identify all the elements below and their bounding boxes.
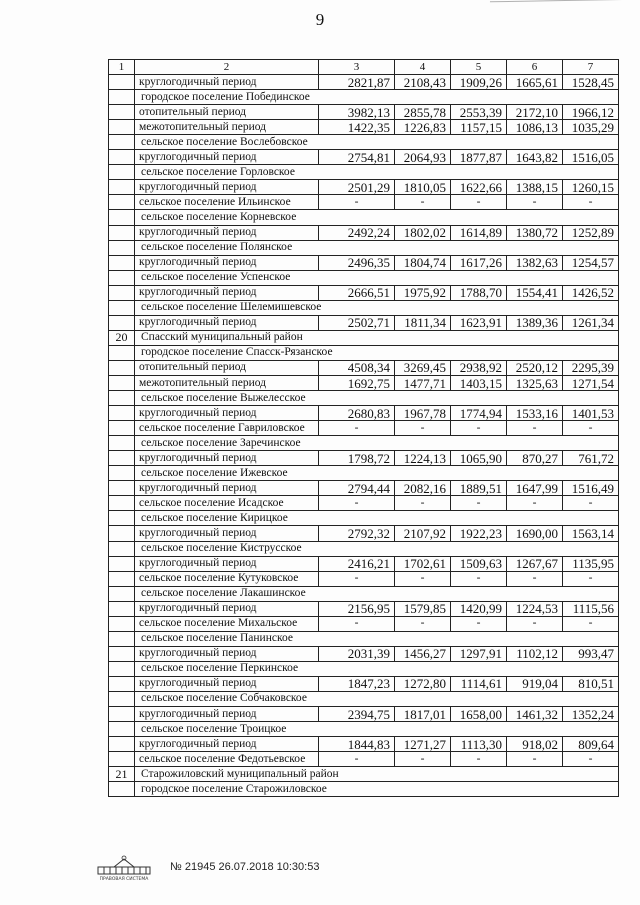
- section-row: [109, 90, 619, 105]
- row-number-cell: [109, 150, 135, 165]
- row-number-cell: [109, 481, 135, 496]
- value-cell: -: [507, 571, 563, 586]
- row-number-cell: [109, 90, 135, 105]
- value-cell: -: [395, 752, 451, 767]
- value-cell: 3982,13: [319, 105, 395, 120]
- value-cell: 1967,78: [395, 406, 451, 421]
- value-cell: 2501,29: [319, 180, 395, 195]
- value-cell: 1401,53: [563, 406, 619, 421]
- section-row: [109, 586, 619, 601]
- value-cell: 1528,45: [563, 75, 619, 90]
- table-row: [109, 676, 619, 691]
- value-cell: 1325,63: [507, 375, 563, 390]
- value-cell: 1690,00: [507, 526, 563, 541]
- value-cell: -: [451, 195, 507, 210]
- value-cell: -: [507, 421, 563, 436]
- row-label: круглогодичный период: [135, 707, 319, 722]
- table-row: [109, 75, 619, 90]
- row-number-cell: 20: [109, 330, 135, 345]
- section-row: [109, 661, 619, 676]
- scan-edge-artifact: [490, 0, 640, 8]
- row-number-cell: [109, 586, 135, 601]
- value-cell: 1847,23: [319, 676, 395, 691]
- page-number: 9: [315, 10, 325, 29]
- value-cell: -: [395, 421, 451, 436]
- section-label: сельское поселение Горловское: [135, 165, 619, 180]
- value-cell: 1461,32: [507, 707, 563, 722]
- table-row: [109, 120, 619, 135]
- row-label: сельское поселение Гавриловское: [135, 421, 319, 436]
- column-header: 2: [135, 60, 319, 75]
- value-cell: 1643,82: [507, 150, 563, 165]
- value-cell: 2064,93: [395, 150, 451, 165]
- table-row: [109, 195, 619, 210]
- value-cell: 1113,30: [451, 737, 507, 752]
- section-row: [109, 300, 619, 315]
- value-cell: -: [507, 616, 563, 631]
- document-footer: [92, 852, 319, 882]
- value-cell: 1966,12: [563, 105, 619, 120]
- value-cell: 1157,15: [451, 120, 507, 135]
- row-number-cell: [109, 360, 135, 375]
- value-cell: 2492,24: [319, 225, 395, 240]
- value-cell: 2666,51: [319, 285, 395, 300]
- government-building-logo-icon: [92, 853, 156, 881]
- row-number-cell: [109, 270, 135, 285]
- row-number-cell: [109, 105, 135, 120]
- value-cell: 919,04: [507, 676, 563, 691]
- table-row: [109, 571, 619, 586]
- value-cell: 1420,99: [451, 601, 507, 616]
- value-cell: 1260,15: [563, 180, 619, 195]
- row-number-cell: [109, 436, 135, 451]
- value-cell: 2082,16: [395, 481, 451, 496]
- value-cell: 1889,51: [451, 481, 507, 496]
- section-label: сельское поселение Собчаковское: [135, 691, 619, 706]
- value-cell: -: [563, 421, 619, 436]
- value-cell: 2794,44: [319, 481, 395, 496]
- value-cell: -: [451, 752, 507, 767]
- value-cell: -: [451, 421, 507, 436]
- value-cell: -: [451, 571, 507, 586]
- value-cell: 1810,05: [395, 180, 451, 195]
- section-row: [109, 330, 619, 345]
- table-row: [109, 255, 619, 270]
- value-cell: 1065,90: [451, 451, 507, 466]
- value-cell: -: [507, 195, 563, 210]
- value-cell: 1226,83: [395, 120, 451, 135]
- row-number-cell: [109, 631, 135, 646]
- section-row: [109, 436, 619, 451]
- row-label: круглогодичный период: [135, 285, 319, 300]
- value-cell: 2553,39: [451, 105, 507, 120]
- section-row: [109, 240, 619, 255]
- row-label: круглогодичный период: [135, 601, 319, 616]
- tariff-table: [108, 59, 619, 797]
- table-row: [109, 526, 619, 541]
- value-cell: 1909,26: [451, 75, 507, 90]
- value-cell: 3269,45: [395, 360, 451, 375]
- value-cell: 1261,34: [563, 315, 619, 330]
- section-label: сельское поселение Вослебовское: [135, 135, 619, 150]
- value-cell: 761,72: [563, 451, 619, 466]
- value-cell: 2792,32: [319, 526, 395, 541]
- row-number-cell: [109, 406, 135, 421]
- value-cell: 4508,34: [319, 360, 395, 375]
- row-number-cell: [109, 541, 135, 556]
- row-number-cell: [109, 300, 135, 315]
- row-label: круглогодичный период: [135, 646, 319, 661]
- table-row: [109, 225, 619, 240]
- value-cell: 1267,67: [507, 556, 563, 571]
- value-cell: 918,02: [507, 737, 563, 752]
- value-cell: -: [395, 496, 451, 511]
- value-cell: 1665,61: [507, 75, 563, 90]
- table-row: [109, 105, 619, 120]
- value-cell: 2295,39: [563, 360, 619, 375]
- value-cell: 1922,23: [451, 526, 507, 541]
- row-number-cell: 21: [109, 767, 135, 782]
- row-label: сельское поселение Михальское: [135, 616, 319, 631]
- value-cell: -: [507, 752, 563, 767]
- row-number-cell: [109, 616, 135, 631]
- table-row: [109, 375, 619, 390]
- row-label: межотопительный период: [135, 375, 319, 390]
- value-cell: 993,47: [563, 646, 619, 661]
- value-cell: -: [395, 195, 451, 210]
- row-number-cell: [109, 210, 135, 225]
- value-cell: 2107,92: [395, 526, 451, 541]
- value-cell: 1380,72: [507, 225, 563, 240]
- column-header: 7: [563, 60, 619, 75]
- table-row: [109, 315, 619, 330]
- row-number-cell: [109, 676, 135, 691]
- section-label: сельское поселение Троицкое: [135, 722, 619, 737]
- value-cell: 2680,83: [319, 406, 395, 421]
- value-cell: 2520,12: [507, 360, 563, 375]
- table-row: [109, 707, 619, 722]
- value-cell: -: [319, 752, 395, 767]
- row-number-cell: [109, 737, 135, 752]
- value-cell: -: [563, 616, 619, 631]
- table-row: [109, 421, 619, 436]
- value-cell: 1102,12: [507, 646, 563, 661]
- value-cell: 1622,66: [451, 180, 507, 195]
- row-label: отопительный период: [135, 105, 319, 120]
- value-cell: -: [319, 195, 395, 210]
- value-cell: 1035,29: [563, 120, 619, 135]
- value-cell: 1135,95: [563, 556, 619, 571]
- value-cell: 1774,94: [451, 406, 507, 421]
- row-label: отопительный период: [135, 360, 319, 375]
- section-label: сельское поселение Заречинское: [135, 436, 619, 451]
- section-label: Спасский муниципальный район: [135, 330, 619, 345]
- row-label: круглогодичный период: [135, 526, 319, 541]
- section-row: [109, 631, 619, 646]
- section-row: [109, 165, 619, 180]
- row-number-cell: [109, 466, 135, 481]
- value-cell: 870,27: [507, 451, 563, 466]
- row-label: круглогодичный период: [135, 150, 319, 165]
- value-cell: -: [507, 496, 563, 511]
- row-label: сельское поселение Федотьевское: [135, 752, 319, 767]
- value-cell: 1788,70: [451, 285, 507, 300]
- row-label: межотопительный период: [135, 120, 319, 135]
- value-cell: 1563,14: [563, 526, 619, 541]
- row-label: круглогодичный период: [135, 481, 319, 496]
- value-cell: 2416,21: [319, 556, 395, 571]
- value-cell: 2108,43: [395, 75, 451, 90]
- section-label: сельское поселение Успенское: [135, 270, 619, 285]
- value-cell: 1389,36: [507, 315, 563, 330]
- value-cell: 1623,91: [451, 315, 507, 330]
- row-label: круглогодичный период: [135, 406, 319, 421]
- section-row: [109, 210, 619, 225]
- section-row: [109, 691, 619, 706]
- document-timestamp: 26.07.2018 10:30:53: [218, 861, 320, 873]
- section-label: сельское поселение Перкинское: [135, 661, 619, 676]
- value-cell: 1877,87: [451, 150, 507, 165]
- value-cell: 1388,15: [507, 180, 563, 195]
- document-stamp: [170, 861, 319, 873]
- value-cell: 1692,75: [319, 375, 395, 390]
- value-cell: -: [563, 571, 619, 586]
- value-cell: -: [451, 496, 507, 511]
- value-cell: 2172,10: [507, 105, 563, 120]
- value-cell: 2394,75: [319, 707, 395, 722]
- row-number-cell: [109, 225, 135, 240]
- value-cell: 1802,02: [395, 225, 451, 240]
- row-number-cell: [109, 195, 135, 210]
- section-row: [109, 391, 619, 406]
- value-cell: -: [319, 496, 395, 511]
- table-body: [109, 75, 619, 797]
- section-row: [109, 541, 619, 556]
- row-number-cell: [109, 511, 135, 526]
- value-cell: 1617,26: [451, 255, 507, 270]
- value-cell: 1252,89: [563, 225, 619, 240]
- section-row: [109, 270, 619, 285]
- value-cell: 2821,87: [319, 75, 395, 90]
- row-label: круглогодичный период: [135, 255, 319, 270]
- value-cell: 1509,63: [451, 556, 507, 571]
- row-number-cell: [109, 421, 135, 436]
- row-number-cell: [109, 285, 135, 300]
- value-cell: 1702,61: [395, 556, 451, 571]
- row-number-cell: [109, 345, 135, 360]
- section-row: [109, 345, 619, 360]
- row-number-cell: [109, 255, 135, 270]
- section-row: [109, 511, 619, 526]
- row-label: круглогодичный период: [135, 225, 319, 240]
- table-row: [109, 481, 619, 496]
- section-label: городское поселение Спасск-Рязанское: [135, 345, 619, 360]
- table-row: [109, 646, 619, 661]
- value-cell: 1477,71: [395, 375, 451, 390]
- section-label: Старожиловский муниципальный район: [135, 767, 619, 782]
- value-cell: -: [451, 616, 507, 631]
- section-label: городское поселение Побединское: [135, 90, 619, 105]
- value-cell: 1426,52: [563, 285, 619, 300]
- row-number-cell: [109, 451, 135, 466]
- row-label: круглогодичный период: [135, 180, 319, 195]
- value-cell: -: [319, 616, 395, 631]
- value-cell: 1516,49: [563, 481, 619, 496]
- value-cell: 2502,71: [319, 315, 395, 330]
- row-label: круглогодичный период: [135, 676, 319, 691]
- value-cell: 1224,53: [507, 601, 563, 616]
- row-label: сельское поселение Исадское: [135, 496, 319, 511]
- value-cell: 1614,89: [451, 225, 507, 240]
- row-label: круглогодичный период: [135, 556, 319, 571]
- section-row: [109, 135, 619, 150]
- value-cell: 1658,00: [451, 707, 507, 722]
- value-cell: 1456,27: [395, 646, 451, 661]
- value-cell: 2855,78: [395, 105, 451, 120]
- value-cell: 1114,61: [451, 676, 507, 691]
- table-row: [109, 752, 619, 767]
- value-cell: 1271,54: [563, 375, 619, 390]
- row-number-cell: [109, 375, 135, 390]
- value-cell: 2496,35: [319, 255, 395, 270]
- section-label: сельское поселение Лакашинское: [135, 586, 619, 601]
- value-cell: 1804,74: [395, 255, 451, 270]
- value-cell: -: [395, 616, 451, 631]
- row-number-cell: [109, 661, 135, 676]
- value-cell: 1271,27: [395, 737, 451, 752]
- column-header: 1: [109, 60, 135, 75]
- section-label: сельское поселение Шелемишевское: [135, 300, 619, 315]
- value-cell: 1086,13: [507, 120, 563, 135]
- value-cell: 1403,15: [451, 375, 507, 390]
- value-cell: -: [395, 571, 451, 586]
- table-row: [109, 360, 619, 375]
- row-number-cell: [109, 691, 135, 706]
- value-cell: 1533,16: [507, 406, 563, 421]
- row-number-cell: [109, 526, 135, 541]
- table-row: [109, 406, 619, 421]
- row-label: круглогодичный период: [135, 737, 319, 752]
- value-cell: -: [563, 752, 619, 767]
- value-cell: 1352,24: [563, 707, 619, 722]
- value-cell: 1844,83: [319, 737, 395, 752]
- row-label: сельское поселение Ильинское: [135, 195, 319, 210]
- table-row: [109, 180, 619, 195]
- value-cell: 1554,41: [507, 285, 563, 300]
- column-header: 4: [395, 60, 451, 75]
- row-number-cell: [109, 646, 135, 661]
- section-label: сельское поселение Выжелесское: [135, 391, 619, 406]
- row-number-cell: [109, 315, 135, 330]
- value-cell: 1798,72: [319, 451, 395, 466]
- value-cell: 1297,91: [451, 646, 507, 661]
- row-number-cell: [109, 240, 135, 255]
- row-label: круглогодичный период: [135, 315, 319, 330]
- section-label: сельское поселение Кирицкое: [135, 511, 619, 526]
- column-header: 5: [451, 60, 507, 75]
- table-header-row: [109, 60, 619, 75]
- row-number-cell: [109, 752, 135, 767]
- row-number-cell: [109, 707, 135, 722]
- value-cell: 1224,13: [395, 451, 451, 466]
- row-number-cell: [109, 722, 135, 737]
- value-cell: 2754,81: [319, 150, 395, 165]
- value-cell: -: [563, 496, 619, 511]
- table-row: [109, 496, 619, 511]
- row-number-cell: [109, 556, 135, 571]
- value-cell: 2031,39: [319, 646, 395, 661]
- row-number-cell: [109, 180, 135, 195]
- table-row: [109, 451, 619, 466]
- table-row: [109, 556, 619, 571]
- section-label: сельское поселение Ижевское: [135, 466, 619, 481]
- column-header: 6: [507, 60, 563, 75]
- row-number-cell: [109, 120, 135, 135]
- section-row: [109, 722, 619, 737]
- value-cell: 810,51: [563, 676, 619, 691]
- row-label: круглогодичный период: [135, 75, 319, 90]
- row-number-cell: [109, 496, 135, 511]
- row-label: сельское поселение Кутуковское: [135, 571, 319, 586]
- row-number-cell: [109, 601, 135, 616]
- table-row: [109, 616, 619, 631]
- section-label: сельское поселение Полянское: [135, 240, 619, 255]
- value-cell: -: [319, 571, 395, 586]
- section-row: [109, 466, 619, 481]
- table-row: [109, 150, 619, 165]
- value-cell: 1254,57: [563, 255, 619, 270]
- section-label: сельское поселение Панинское: [135, 631, 619, 646]
- section-row: [109, 782, 619, 797]
- row-number-cell: [109, 571, 135, 586]
- table-row: [109, 737, 619, 752]
- section-label: сельское поселение Киструсское: [135, 541, 619, 556]
- value-cell: -: [563, 195, 619, 210]
- value-cell: 809,64: [563, 737, 619, 752]
- section-row: [109, 767, 619, 782]
- section-label: сельское поселение Корневское: [135, 210, 619, 225]
- column-header: 3: [319, 60, 395, 75]
- value-cell: -: [319, 421, 395, 436]
- logo-caption: ПРАВОВАЯ СИСТЕМА: [99, 877, 149, 881]
- value-cell: 2938,92: [451, 360, 507, 375]
- value-cell: 1115,56: [563, 601, 619, 616]
- document-number: № 21945: [170, 861, 216, 873]
- row-number-cell: [109, 165, 135, 180]
- value-cell: 1272,80: [395, 676, 451, 691]
- table-row: [109, 601, 619, 616]
- table-row: [109, 285, 619, 300]
- section-label: городское поселение Старожиловское: [135, 782, 619, 797]
- value-cell: 1516,05: [563, 150, 619, 165]
- row-label: круглогодичный период: [135, 451, 319, 466]
- value-cell: 1382,63: [507, 255, 563, 270]
- row-number-cell: [109, 75, 135, 90]
- value-cell: 1579,85: [395, 601, 451, 616]
- value-cell: 1811,34: [395, 315, 451, 330]
- value-cell: 1647,99: [507, 481, 563, 496]
- row-number-cell: [109, 135, 135, 150]
- value-cell: 1975,92: [395, 285, 451, 300]
- row-number-cell: [109, 782, 135, 797]
- value-cell: 2156,95: [319, 601, 395, 616]
- value-cell: 1422,35: [319, 120, 395, 135]
- row-number-cell: [109, 391, 135, 406]
- value-cell: 1817,01: [395, 707, 451, 722]
